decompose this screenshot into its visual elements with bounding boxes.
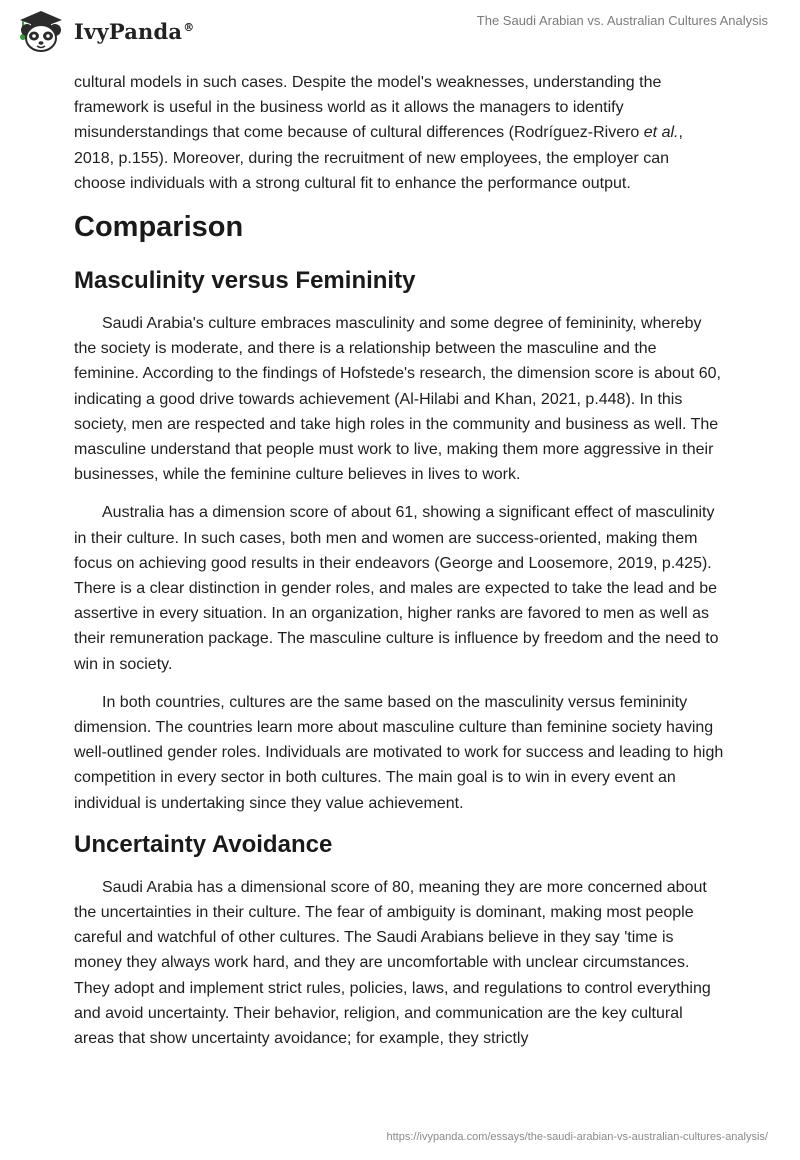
masculinity-paragraph-1: Saudi Arabia's culture embraces masculinity and some degree of femininity, whereby the society is moderate, and there is a relationship between the masculine and the feminine. According to the findings of Hofstede's research, the dimension score is about 60, indicating a good drive towards achievement (Al-Hilabi and Khan, 2021, p.448). In this society, men are respected and take high roles in the community and business as well. The masculine understand that people must work to live, making them more aggressive in their businesses, while the feminine culture believes in lives to work.: [74, 315, 721, 484]
uncertainty-heading: Uncertainty Avoidance: [74, 830, 333, 858]
source-url[interactable]: https://ivypanda.com/essays/the-saudi-arabian-vs-australian-cultures-analysis/: [386, 1131, 768, 1143]
essay-content: [74, 70, 724, 1064]
masculinity-paragraph-3: In both countries, cultures are the same based on the masculinity versus femininity dimension. The countries learn more about masculine culture than feminine society having well-outlined gender roles. Individuals are motivated to work for success and leading to high competition in every sector in both cultures. The main goal is to win in every event an individual is undertaking since they value achievement.: [74, 693, 724, 812]
comparison-heading: Comparison: [74, 211, 244, 244]
intro-paragraph: cultural models in such cases. Despite the model's weaknesses, understanding the framework is useful in the business world as it allows the managers to identify misunderstandings that come because of cultural differences (Rodríguez-Rivero et al., 2018, p.155). Moreover, during the recruitment of new employees, the employer can choose individuals with a strong cultural fit to enhance the performance output.: [74, 74, 683, 192]
brand-name: IvyPanda®: [74, 18, 195, 44]
logo[interactable]: [14, 9, 194, 53]
panda-logo-icon: [14, 9, 68, 53]
masculinity-heading: Masculinity versus Femininity: [74, 267, 416, 295]
uncertainty-paragraph-1: Saudi Arabia has a dimensional score of 80, meaning they are more concerned about the uncertainties in their culture. The fear of ambiguity is dominant, making most people careful and watchful of other cultures. The Saudi Arabians believe in they say 'time is money they always work hard, and they are uncomfortable with unclear circumstances. They adopt and implement strict rules, policies, laws, and regulations to control everything and avoid uncertainty. Their behavior, religion, and communication are the key cultural areas that show uncertainty avoidance; for example, they strictly: [74, 878, 711, 1048]
masculinity-paragraph-2: Australia has a dimension score of about 61, showing a significant effect of masculinity in their culture. In such cases, both men and women are success-oriented, making them focus on achieving good results in their endeavors (George and Loosemore, 2019, p.425). There is a clear distinction in gender roles, and males are expected to take the lead and be assertive in every situation. In an organization, higher ranks are favored to men as well as their remuneration package. The masculine culture is influence by freedom and the need to win in society.: [74, 504, 719, 673]
document-title: The Saudi Arabian vs. Australian Cultures Analysis: [476, 13, 768, 28]
page-header: [0, 0, 800, 60]
